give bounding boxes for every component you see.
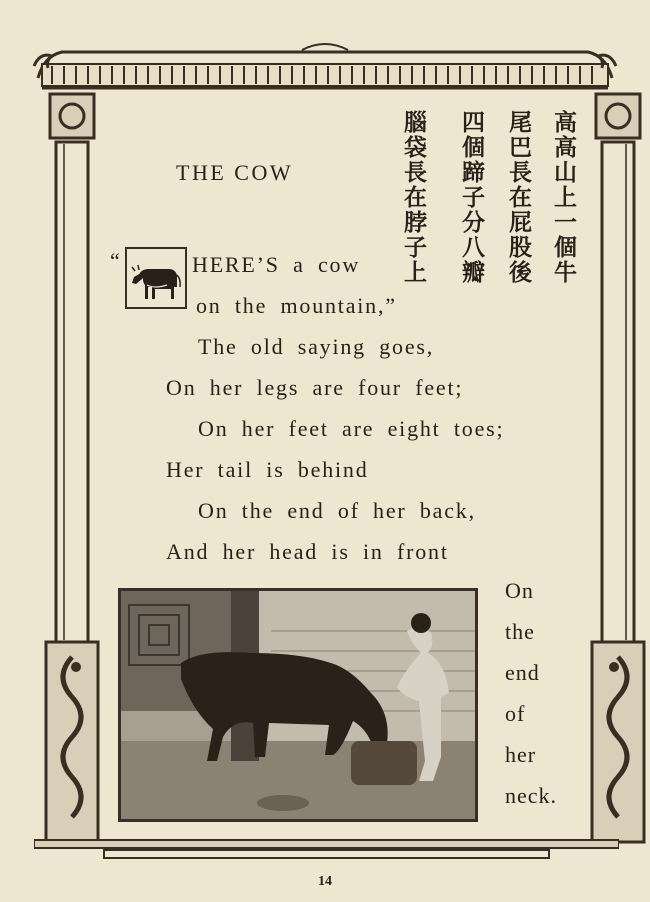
chinese-column-1: 高高山上一個牛 xyxy=(550,110,577,285)
cow-photograph xyxy=(118,588,478,822)
page-title: THE COW xyxy=(176,160,294,185)
side-word: neck. xyxy=(505,783,558,808)
chinese-column-4: 腦袋長在脖子上 xyxy=(400,110,427,285)
chinese-column-3: 四個蹄子分八瓣 xyxy=(458,110,485,285)
side-word: end xyxy=(505,660,540,685)
poem-line: on the mountain,” xyxy=(196,293,397,318)
page-number: 14 xyxy=(318,874,332,889)
poem-line: Her tail is behind xyxy=(166,457,369,482)
poem-line: The old saying goes, xyxy=(198,334,435,359)
opening-quote: “ xyxy=(110,248,120,273)
poem-line: And her head is in front xyxy=(166,539,449,564)
side-word: the xyxy=(505,619,535,644)
right-pillar xyxy=(590,92,650,846)
side-word: On xyxy=(505,578,534,603)
poem-line: On her feet are eight toes; xyxy=(198,416,505,441)
chinese-column-2: 尾巴長在屁股後 xyxy=(505,110,532,285)
cow-icon xyxy=(127,249,185,307)
base-rail xyxy=(34,838,619,860)
poem-line: On her legs are four feet; xyxy=(166,375,464,400)
poem-line: HERE’S a cow xyxy=(192,252,361,277)
dropcap-box xyxy=(125,247,187,309)
left-pillar xyxy=(36,92,108,846)
poem-line: On the end of her back, xyxy=(198,498,476,523)
roof-ornament xyxy=(32,36,618,96)
side-word: of xyxy=(505,701,526,726)
side-word: her xyxy=(505,742,537,767)
